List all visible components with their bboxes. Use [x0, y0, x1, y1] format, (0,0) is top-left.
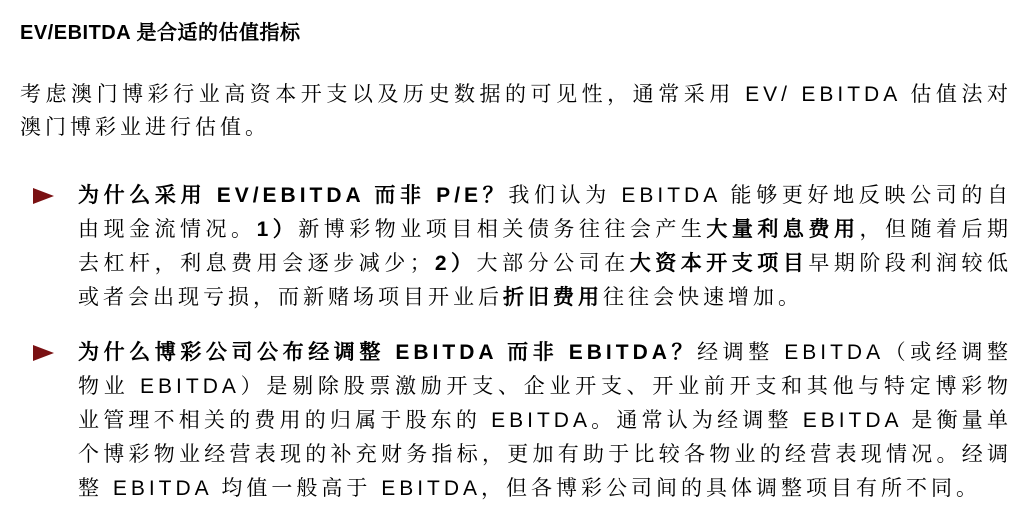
- right-triangle-bullet-icon: [33, 188, 54, 204]
- bullet-text-bold-segment: 折旧费用: [503, 286, 603, 309]
- bullet-text-bold-segment: 2）: [434, 252, 477, 275]
- bullet-text-bold-segment: 大资本开支项目: [629, 252, 809, 275]
- right-triangle-bullet-icon: [33, 345, 54, 361]
- bullet-text-segment: 经调整 EBITDA（或经调整物业 EBITDA）是剔除股票激励开支、企业开支、开业前开支和其他与特定博彩物业管理不相关的费用的归属于股东的 EBITDA。通常认为经调整 EBITDA 是衡量单个博彩物业经营表现的补充财务指标，更加有助于比较各物业的经营表现情况。经调整 EBITDA 均值一般高于 EBITDA，但各博彩公司间的具体调整项目有所不同。: [78, 341, 1012, 500]
- bullet-text-bold-segment: 大量利息费用: [706, 218, 860, 241]
- bullet-text-bold-segment: 1）: [256, 218, 299, 241]
- bullet-text-bold-segment: 为什么采用 EV/EBITDA 而非 P/E？: [78, 184, 509, 207]
- section-title: EV/EBITDA 是合适的估值指标: [20, 22, 301, 44]
- bullet-list: [20, 179, 1012, 506]
- bullet-text-segment: 我们认为 EBITDA 能够更好地反映公司的自由现金流情况。: [78, 184, 1012, 241]
- bullet-item: [20, 336, 1012, 506]
- bullet-text-segment: ，但随着后期去杠杆，利息费用会逐步减少；: [78, 218, 1013, 275]
- bullet-text-segment: 早期阶段利润较低或者会出现亏损，而新赌场项目开业后: [78, 252, 1013, 309]
- bullet-text-segment: 新博彩物业项目相关债务往往会产生: [298, 218, 707, 241]
- bullet-text-segment: 往往会快速增加。: [603, 286, 803, 309]
- bullet-text-bold-segment: 为什么博彩公司公布经调整 EBITDA 而非 EBITDA？: [78, 341, 698, 364]
- bullet-item: [20, 179, 1012, 315]
- bullet-text: [78, 336, 1012, 506]
- bullet-text: [78, 179, 1012, 315]
- intro-paragraph: 考虑澳门博彩行业高资本开支以及历史数据的可见性，通常采用 EV/ EBITDA 估值法对澳门博彩业进行估值。: [20, 83, 1012, 139]
- bullet-text-segment: 大部分公司在: [476, 252, 630, 275]
